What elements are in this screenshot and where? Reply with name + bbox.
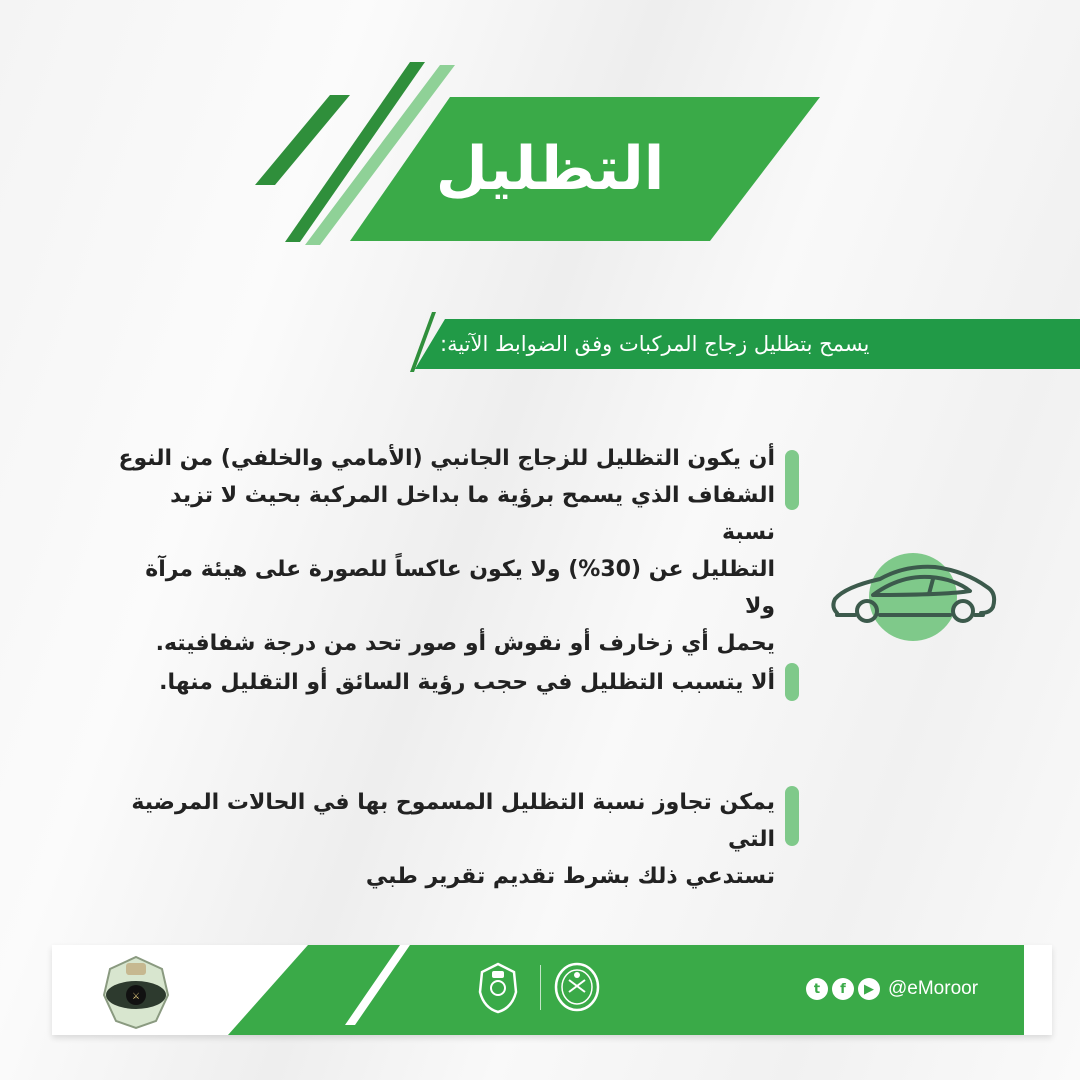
bullet-marker [785,786,799,846]
bullet-marker [785,450,799,510]
rule-3 [80,784,775,895]
page-title: التظليل [435,134,665,204]
svg-text:⚔: ⚔ [131,992,141,1002]
rule-3-line: يمكن تجاوز نسبة التظليل المسموح بها في الحالات المرضية التي [131,790,775,852]
rule-3-line: تستدعي ذلك بشرط تقديم تقرير طبي [365,864,775,889]
twitter-icon[interactable]: t [806,978,828,1000]
rule-2 [110,664,775,701]
social-links [806,975,978,1003]
social-handle[interactable]: @eMoroor [888,978,979,999]
bullet-marker [785,663,799,701]
youtube-icon[interactable]: ▶ [858,978,880,1000]
rule-1 [110,440,775,662]
intro-text: يسمح بتظليل زجاج المركبات وفق الضوابط الآتية: [440,332,870,356]
rule-2-line: ألا يتسبب التظليل في حجب رؤية السائق أو التقليل منها. [159,670,775,695]
traffic-department-emblem [100,955,172,1030]
car-icon [825,535,1000,645]
car-illustration [825,535,1000,645]
ministry-of-interior-emblem [553,962,601,1012]
footer-divider [540,965,541,1010]
public-security-emblem [478,962,518,1014]
rule-1-line: التظليل عن (30%) ولا يكون عاكساً للصورة على هيئة مرآة ولا [145,557,775,619]
rule-1-line: الشفاف الذي يسمح برؤية ما بداخل المركبة بحيث لا تزيد نسبة [170,483,775,545]
rule-1-line: يحمل أي زخارف أو نقوش أو صور تحد من درجة شفافيته. [155,631,775,656]
facebook-icon[interactable]: f [832,978,854,1000]
rule-1-line: أن يكون التظليل للزجاج الجانبي (الأمامي والخلفي) من النوع [118,446,775,471]
